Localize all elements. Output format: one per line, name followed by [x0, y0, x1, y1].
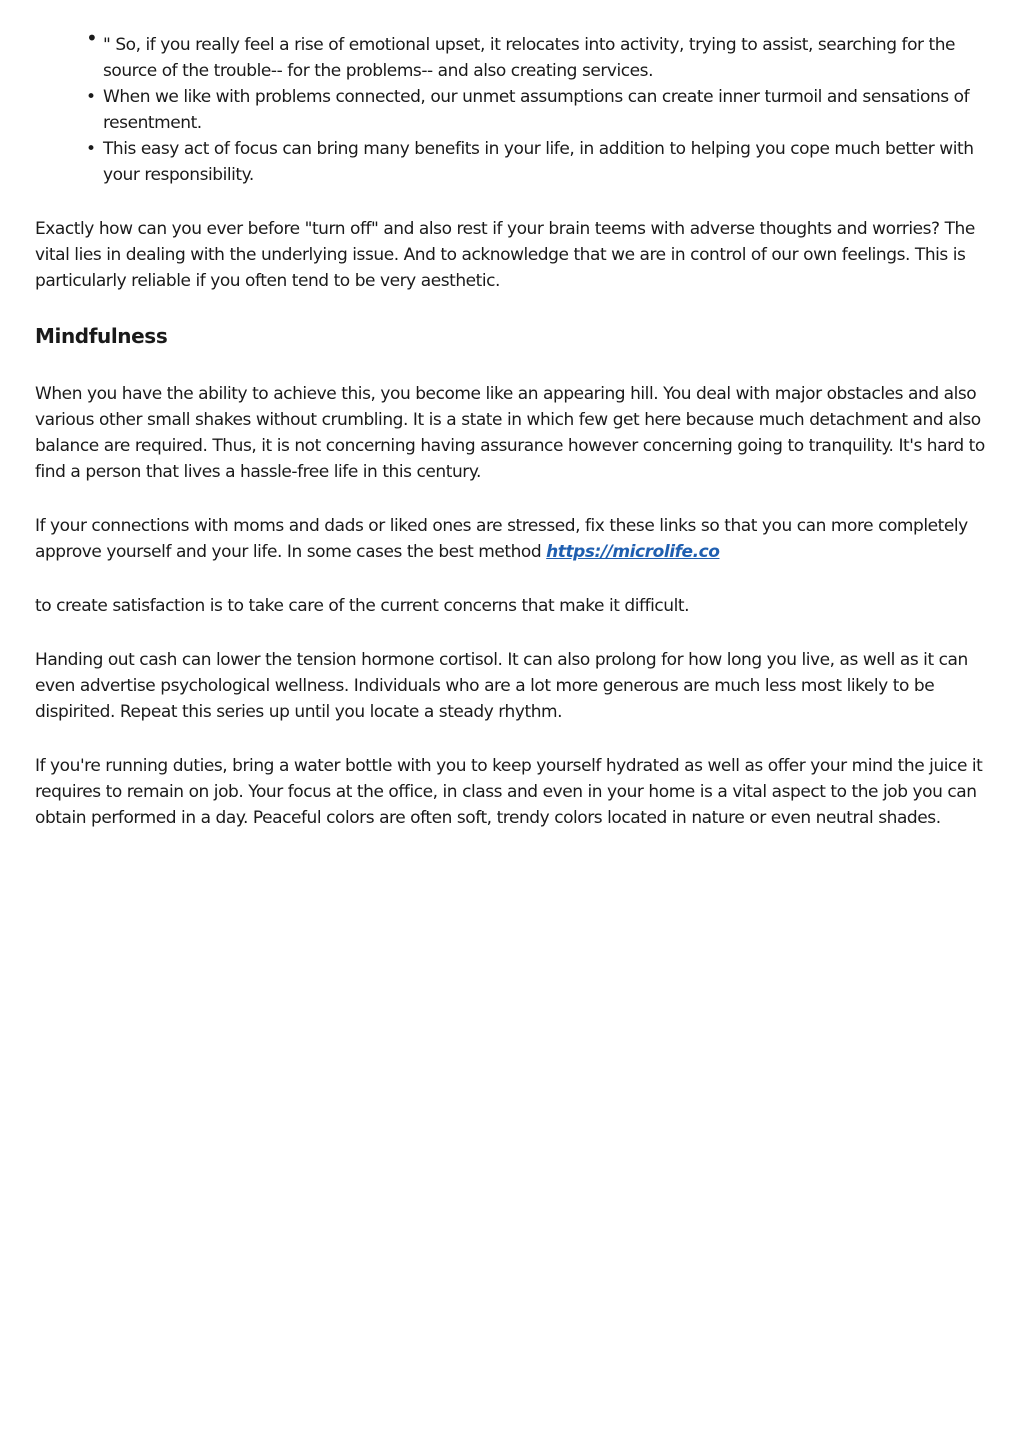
document-page [35, 26, 995, 859]
section-heading: Mindfulness [35, 324, 168, 348]
bullet-icon: • [86, 87, 96, 107]
paragraph-connections-text: If your connections with moms and dads or liked ones are stressed, fix these links so that you can more completely approve yourself and your life. In some cases the best method [35, 516, 968, 562]
list-item-text: " So, if you really feel a rise of emotional upset, it relocates into activity, trying to assist, searching for the source of the trouble-- for the problems-- and also creating services. [103, 35, 956, 81]
list-item-text: When we like with problems connected, our unmet assumptions can create inner turmoil and sensations of resentment. [103, 87, 970, 133]
bullet-icon: • [86, 139, 96, 159]
bullet-list [35, 26, 995, 188]
paragraph-cash: Handing out cash can lower the tension hormone cortisol. It can also prolong for how long you live, as well as it can even advertise psychological wellness. Individuals who are a lot more generous are much less most likely to be dispirited. Repeat this series up until you locate a steady rhythm. [35, 650, 968, 722]
paragraph-water-bottle: If you're running duties, bring a water bottle with you to keep yourself hydrated as well as offer your mind the juice it requires to remain on job. Your focus at the office, in class and even in your home is a vital aspect to the job you can obtain performed in a day. Peaceful colors are often soft, trendy colors located in nature or even neutral shades. [35, 756, 983, 828]
list-item-text: This easy act of focus can bring many benefits in your life, in addition to helping you cope much better with your responsibility. [103, 139, 974, 185]
list-item [35, 136, 995, 188]
paragraph-turn-off: Exactly how can you ever before "turn off" and also rest if your brain teems with adverse thoughts and worries? The vital lies in dealing with the underlying issue. And to acknowledge that we are in control of our own feelings. This is particularly reliable if you often tend to be very aesthetic. [35, 219, 975, 291]
paragraph-satisfaction: to create satisfaction is to take care of the current concerns that make it difficult. [35, 596, 690, 616]
paragraph-hill: When you have the ability to achieve this, you become like an appearing hill. You deal with major obstacles and also various other small shakes without crumbling. It is a state in which few get here because much detachment and also balance are required. Thus, it is not concerning having assurance however concerning going to tranquility. It's hard to find a person that lives a hassle-free life in this century. [35, 384, 985, 482]
bullet-icon: • [86, 26, 98, 50]
list-item [35, 26, 995, 84]
list-item [35, 84, 995, 136]
paragraph-connections [35, 513, 995, 565]
microlife-link[interactable]: https://microlife.co [546, 542, 720, 562]
